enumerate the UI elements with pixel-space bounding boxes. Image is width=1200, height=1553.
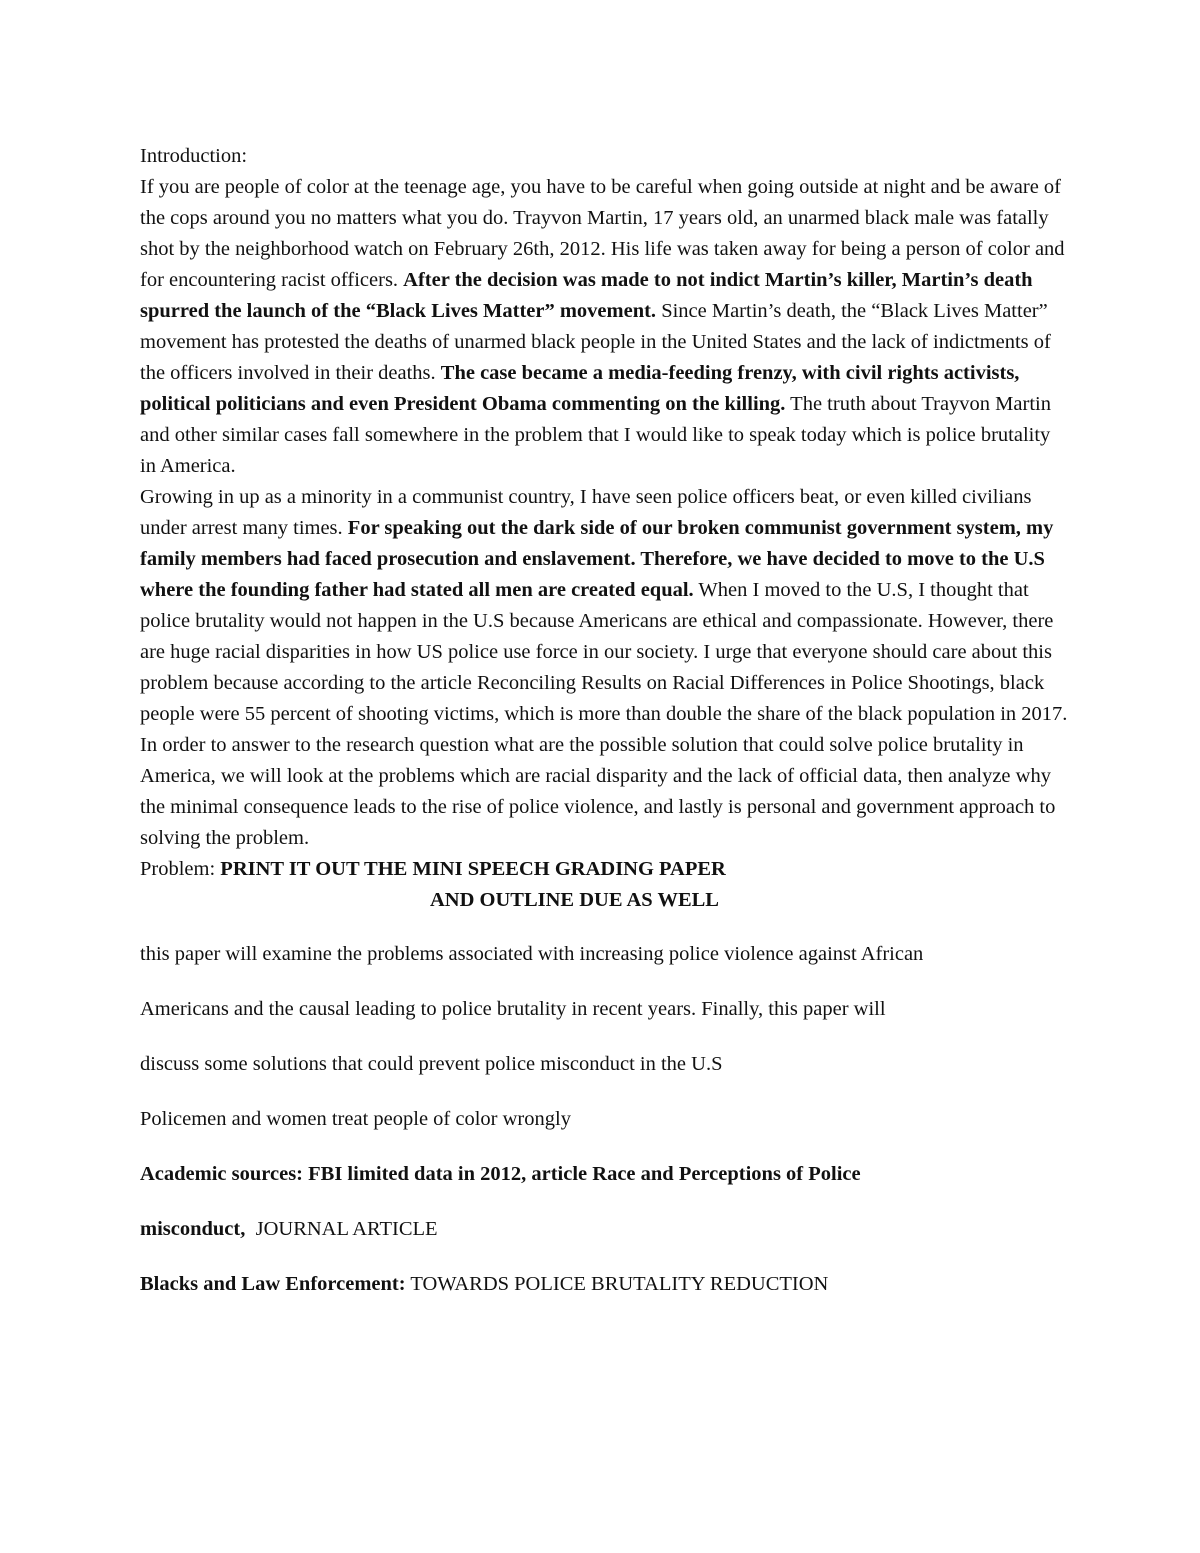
introduction-section <box>140 141 1070 916</box>
para1-text-2: Since Martin’s death, the “Black Lives Matter” movement has protested the deaths of unarmed black people in the United States and the lack of indictments of the officers involved in their deaths. <box>140 300 1051 384</box>
paragraph-personal-experience <box>140 482 1070 730</box>
outline-line-2: Americans and the causal leading to police brutality in recent years. Finally, this paper will <box>140 998 886 1020</box>
para2-bold-1: For speaking out the dark side of our broken communist government system, my family members had faced prosecution and enslavement. Therefore, we have decided to move to the U.S where the founding father had stated all men are created equal. <box>140 517 1054 601</box>
paragraph-trayvon-martin <box>140 172 1070 482</box>
para1-bold-2: The case became a media-feeding frenzy, with civil rights activists, political politicians and even President Obama commenting on the killing. <box>140 362 1020 415</box>
problem-line <box>140 854 1070 885</box>
problem-note-2: AND OUTLINE DUE AS WELL <box>430 889 719 911</box>
para1-bold-1: After the decision was made to not indict Martin’s killer, Martin’s death spurred the launch of the “Black Lives Matter” movement. <box>140 269 1033 322</box>
law-enforcement-line <box>140 1269 1070 1300</box>
outline-line-1: this paper will examine the problems associated with increasing police violence against African <box>140 943 924 965</box>
journal-article-bold: misconduct, <box>140 1218 246 1240</box>
journal-article-rest: JOURNAL ARTICLE <box>245 1218 438 1240</box>
para2-text-1: Growing in up as a minority in a communist country, I have seen police officers beat, or even killed civilians under arrest many times. <box>140 486 1032 539</box>
law-enforcement-bold: Blacks and Law Enforcement: <box>140 1273 406 1295</box>
introduction-heading: Introduction: <box>140 145 248 167</box>
para2-text-2: When I moved to the U.S, I thought that police brutality would not happen in the U.S because Americans are ethical and compassionate. However, there are huge racial disparities in how US police use force in our society. I urge that everyone should care about this problem because according to the article Reconciling Results on Racial Differences in Police Shootings, black people were 55 percent of shooting victims, which is more than double the share of the black population in 2017. <box>140 579 1068 725</box>
document-body <box>140 141 1070 1324</box>
para1-text-3: The truth about Trayvon Martin and other similar cases fall somewhere in the problem that I would like to speak today which is police brutality in America. <box>140 393 1051 477</box>
paragraph-research-question: In order to answer to the research question what are the possible solution that could solve police brutality in America, we will look at the problems which are racial disparity and the lack of official data, then analyze why the minimal consequence leads to the rise of police violence, and lastly is personal and government approach to solving the problem. <box>140 734 1056 849</box>
law-enforcement-rest: TOWARDS POLICE BRUTALITY REDUCTION <box>405 1273 829 1295</box>
journal-article-line <box>140 1214 1070 1245</box>
para1-text-1: If you are people of color at the teenage age, you have to be careful when going outside at night and be aware of the cops around you no matters what you do. Trayvon Martin, 17 years old, an unarmed black male was fatally shot by the neighborhood watch on February 26th, 2012. His life was taken away for being a person of color and for encountering racist officers. <box>140 176 1065 291</box>
academic-sources-line: Academic sources: FBI limited data in 2012, article Race and Perceptions of Police <box>140 1163 861 1185</box>
outline-line-4: Policemen and women treat people of color wrongly <box>140 1108 571 1130</box>
problem-label: Problem: <box>140 858 221 880</box>
outline-section <box>140 939 1070 1300</box>
outline-line-3: discuss some solutions that could prevent police misconduct in the U.S <box>140 1053 723 1075</box>
problem-note-1: PRINT IT OUT THE MINI SPEECH GRADING PAPER <box>220 858 726 880</box>
